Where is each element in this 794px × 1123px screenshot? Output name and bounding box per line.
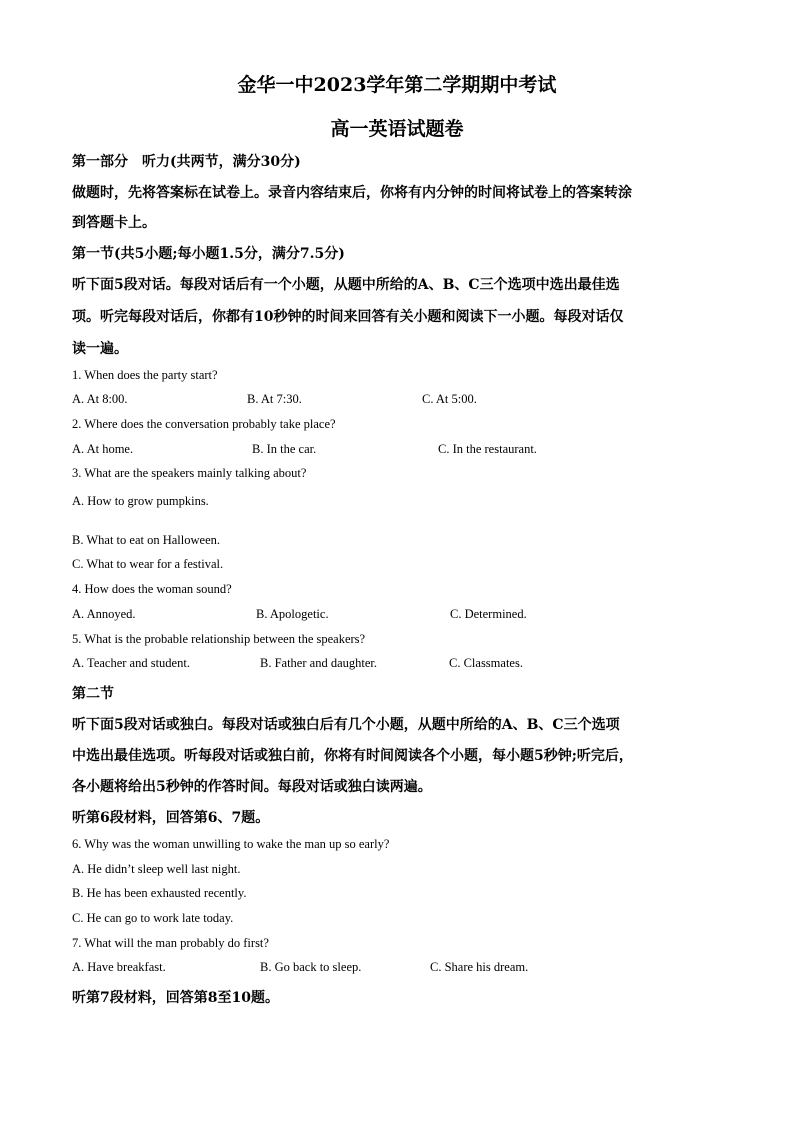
option-c: C. Determined. [450, 607, 527, 621]
option-c: C. What to wear for a festival. [72, 557, 224, 571]
section2-instruction-line: 各小题将给出5秒钟的作答时间。每段对话或独白读两遍。 [72, 779, 432, 795]
section1-heading: 第一节(共5小题;每小题1.5分，满分7.5分) [72, 246, 345, 262]
section2-instruction-line: 听下面5段对话或独白。每段对话或独白后有几个小题，从题中所给的A、B、C三个选项 [72, 717, 620, 733]
option-b: B. What to eat on Halloween. [72, 533, 220, 547]
option-b: B. In the car. [252, 442, 317, 456]
option-c: C. He can go to work late today. [72, 911, 234, 925]
option-a: A. He didn’t sleep well last night. [72, 862, 241, 876]
option-a: A. Teacher and student. [72, 656, 190, 670]
question-stem: 6. Why was the woman unwilling to wake the man up so early? [72, 837, 390, 851]
option-a: A. At 8:00. [72, 392, 128, 406]
material-6-heading: 听第6段材料，回答第6、7题。 [72, 810, 270, 826]
section1-instruction-line: 读一遍。 [72, 341, 128, 357]
option-b: B. Father and daughter. [260, 656, 377, 670]
material-7-heading: 听第7段材料，回答第8至10题。 [72, 990, 279, 1006]
option-c: C. Share his dream. [430, 960, 529, 974]
part1-heading: 第一部分 听力(共两节，满分30分) [72, 154, 301, 170]
part1-instruction-line: 到答题卡上。 [72, 215, 156, 231]
option-b: B. At 7:30. [247, 392, 302, 406]
question-stem: 2. Where does the conversation probably take place? [72, 417, 336, 431]
option-b: B. He has been exhausted recently. [72, 886, 247, 900]
option-b: B. Go back to sleep. [260, 960, 362, 974]
section1-instruction-line: 听下面5段对话。每段对话后有一个小题，从题中所给的A、B、C三个选项中选出最佳选 [72, 277, 620, 293]
section2-heading: 第二节 [72, 686, 114, 702]
option-c: C. Classmates. [449, 656, 523, 670]
question-stem: 1. When does the party start? [72, 368, 218, 382]
exam-title: 金华一中2023学年第二学期期中考试 [237, 74, 557, 96]
option-a: A. Annoyed. [72, 607, 136, 621]
option-a: A. Have breakfast. [72, 960, 166, 974]
option-c: C. In the restaurant. [438, 442, 537, 456]
section2-instruction-line: 中选出最佳选项。听每段对话或独白前，你将有时间阅读各个小题，每小题5秒钟;听完后， [72, 748, 633, 764]
option-b: B. Apologetic. [256, 607, 329, 621]
option-a: A. How to grow pumpkins. [72, 494, 209, 508]
exam-subtitle: 高一英语试题卷 [330, 118, 464, 140]
option-c: C. At 5:00. [422, 392, 477, 406]
question-stem: 3. What are the speakers mainly talking about? [72, 466, 307, 480]
option-a: A. At home. [72, 442, 134, 456]
question-stem: 7. What will the man probably do first? [72, 936, 269, 950]
part1-instruction-line: 做题时，先将答案标在试卷上。录音内容结束后，你将有内分钟的时间将试卷上的答案转涂 [72, 185, 632, 201]
question-stem: 5. What is the probable relationship between the speakers? [72, 632, 366, 646]
section1-instruction-line: 项。听完每段对话后，你都有10秒钟的时间来回答有关小题和阅读下一小题。每段对话仅 [72, 309, 624, 325]
question-stem: 4. How does the woman sound? [72, 582, 232, 596]
